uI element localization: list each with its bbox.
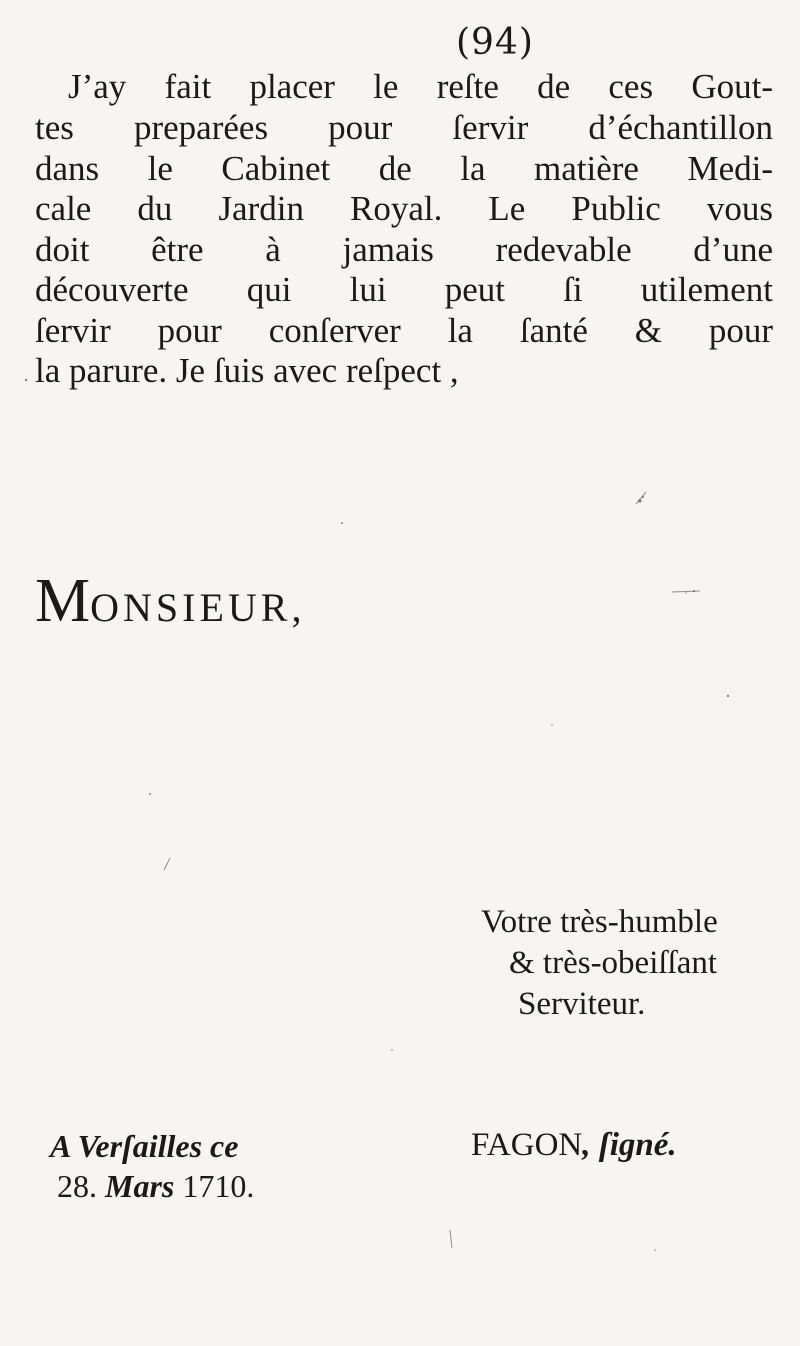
signature [471, 1127, 677, 1164]
closing-line: Serviteur. [518, 986, 646, 1022]
place-line: A Verſailles ce [50, 1128, 239, 1164]
date-month: Mars [105, 1168, 175, 1204]
signature-signed: , ſigné. [582, 1127, 677, 1163]
body-line: doit être à jamais redevable d’une [35, 230, 773, 269]
closing-line: Votre très-humble [481, 904, 718, 940]
date-day: 28. [57, 1168, 97, 1204]
salutation-rest: ONSIEUR, [90, 585, 306, 630]
salutation [35, 566, 305, 637]
salutation-initial: M [35, 567, 91, 635]
date-line [57, 1168, 254, 1205]
body-line: la parure. Je ſuis avec reſpect , [35, 351, 459, 390]
page-number: (94) [456, 22, 534, 63]
body-line: découverte qui lui peut ſi utilement [35, 270, 773, 309]
body-line: cale du Jardin Royal. Le Public vous [35, 189, 773, 228]
signature-name: FAGON [471, 1127, 583, 1163]
body-line: dans le Cabinet de la matière Medi- [35, 149, 773, 188]
closing-line: & très-obeiſſant [509, 945, 718, 981]
body-line: J’ay fait placer le reſte de ces Gout- [68, 67, 773, 106]
body-line: tes preparées pour ſervir d’échantillon [35, 108, 773, 147]
date-year: 1710. [182, 1168, 255, 1204]
body-line: ſervir pour conſerver la ſanté & pour [35, 311, 773, 350]
